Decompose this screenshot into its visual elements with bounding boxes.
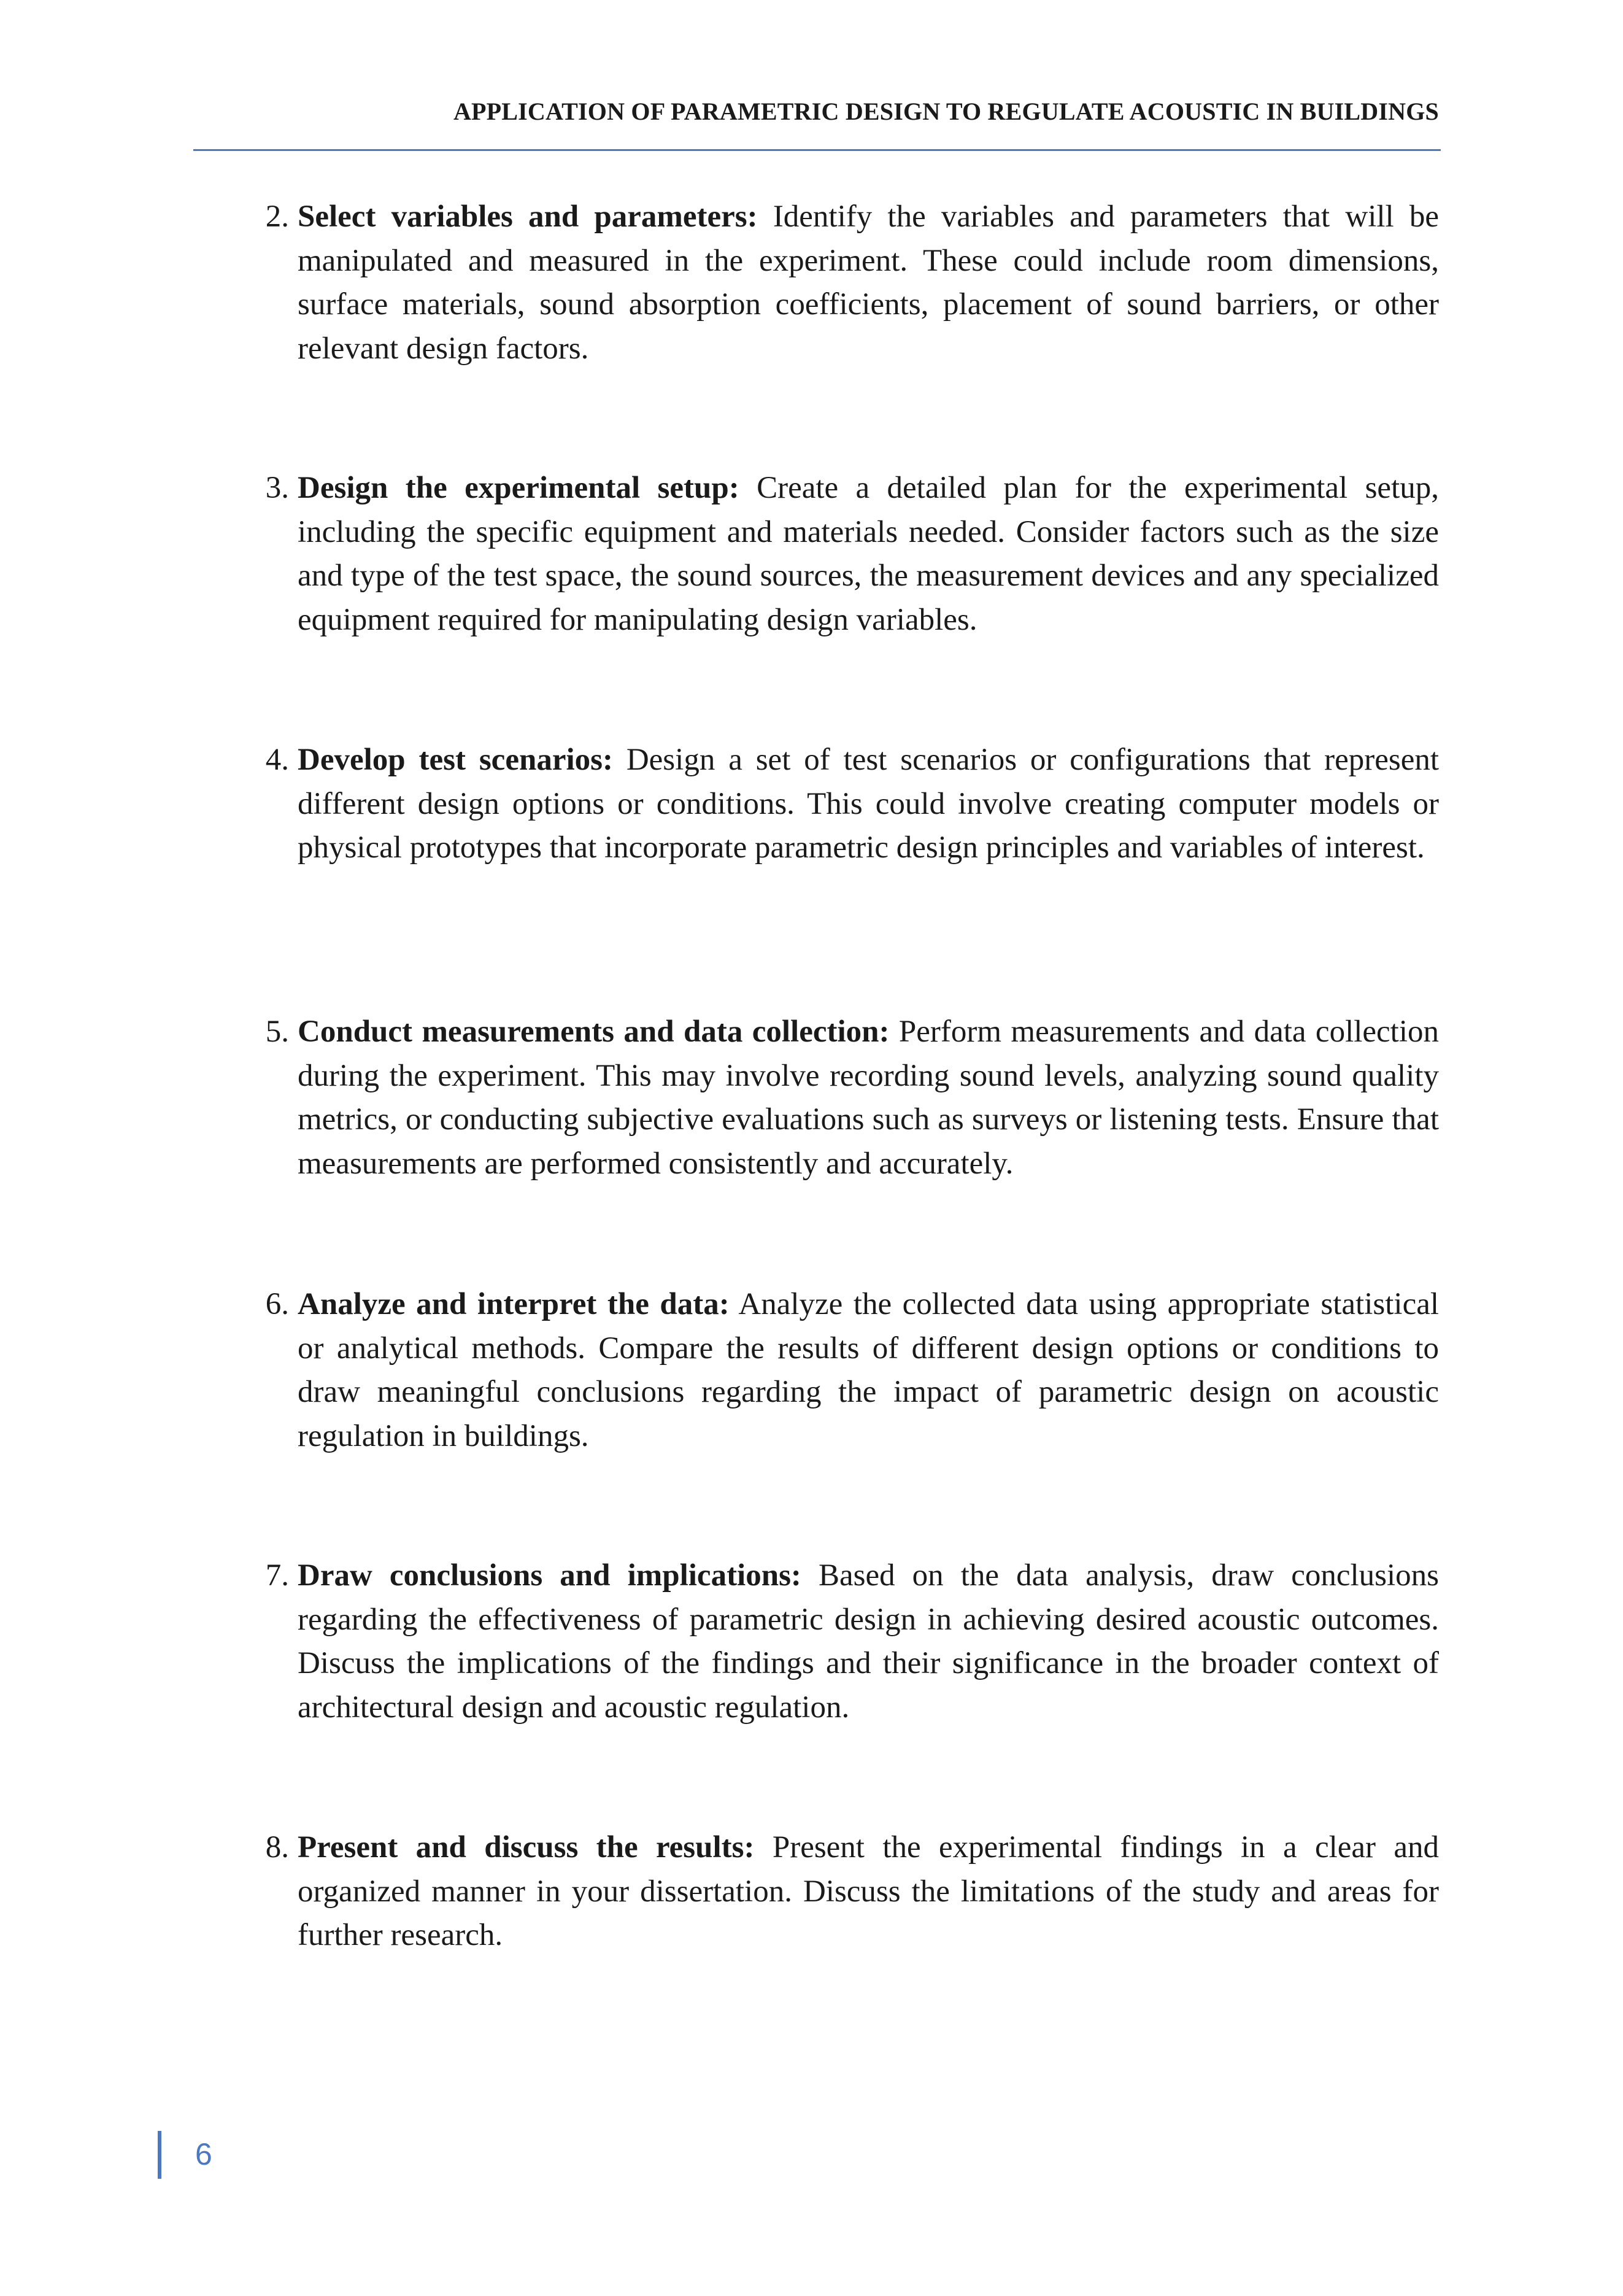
step-text: Present the experimental findings in a clear and organized manner in your dissertation. Discuss the limitations of the study and areas for further research. — [298, 1830, 1439, 1952]
step-text: Analyze the collected data using appropriate statistical or analytical methods. Compare the results of different design options or conditions to draw meaningful conclusions regarding the impact of parametric design on acoustic regulation in buildings. — [298, 1287, 1440, 1453]
step-number: 6. — [265, 1287, 289, 1321]
step-heading: Analyze and interpret the data: — [298, 1287, 730, 1321]
step-number: 7. — [265, 1558, 289, 1593]
step-text: Create a detailed plan for the experimental setup, including the specific equipment and materials needed. Consider factors such as the size and type of the test space, the sound sources, the measurement devices and any specialized equipment required for manipulating design variables. — [298, 471, 1439, 637]
step-text: Perform measurements and data collection during the experiment. This may involve recording sound levels, analyzing sound quality metrics, or conducting subjective evaluations such as surveys or listening tests. Ensure that measurements are performed consistently and accurately. — [298, 1015, 1440, 1181]
step-number: 5. — [265, 1015, 289, 1049]
step-number: 4. — [265, 743, 289, 777]
step-heading: Design the experimental setup: — [298, 471, 739, 505]
step-text: Identify the variables and parameters that will be manipulated and measured in the experiment. These could include room dimensions, surface materials, sound absorption coefficients, placement of sound barriers, or other relevant design factors. — [298, 199, 1439, 366]
step-heading: Present and discuss the results: — [298, 1830, 755, 1865]
step-text: Design a set of test scenarios or configurations that represent different design options or conditions. This could involve creating computer models or physical prototypes that incorporate parametric design principles and variables of interest. — [298, 743, 1439, 865]
step-item — [265, 1554, 1439, 1730]
step-item — [265, 1283, 1440, 1458]
page-number: 6 — [195, 2137, 212, 2171]
step-item — [265, 738, 1439, 870]
running-header: APPLICATION OF PARAMETRIC DESIGN TO REGULATE ACOUSTIC IN BUILDINGS — [453, 98, 1439, 125]
footer-accent-bar — [158, 2131, 161, 2179]
step-number: 2. — [265, 199, 289, 234]
step-number: 8. — [265, 1830, 289, 1865]
step-heading: Draw conclusions and implications: — [298, 1558, 801, 1593]
step-item — [265, 1826, 1439, 1958]
step-heading: Conduct measurements and data collection: — [298, 1015, 890, 1049]
step-number: 3. — [265, 471, 289, 505]
step-text: Based on the data analysis, draw conclusions regarding the effectiveness of parametric design in achieving desired acoustic outcomes. Discuss the implications of the findings and their significance in the broader context of architectural design and acoustic regulation. — [298, 1558, 1439, 1725]
step-item — [265, 1010, 1440, 1186]
step-item — [265, 195, 1439, 371]
step-heading: Develop test scenarios: — [298, 743, 613, 777]
step-item — [265, 466, 1439, 642]
step-heading: Select variables and parameters: — [298, 199, 758, 234]
